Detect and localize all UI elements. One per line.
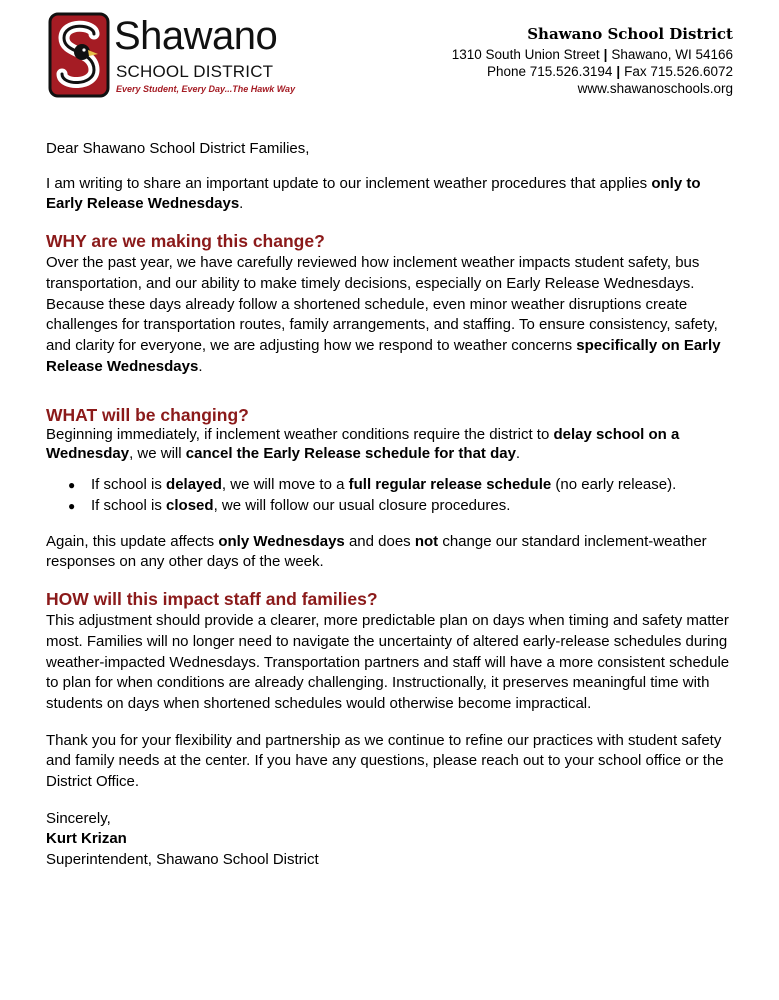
phone: Phone 715.526.3194 xyxy=(487,64,613,79)
hawk-s-logo-icon xyxy=(48,12,110,98)
address-line xyxy=(452,46,733,63)
how-heading: HOW will this impact staff and families? xyxy=(46,589,378,610)
closing: Sincerely, xyxy=(46,809,111,827)
what-heading: WHAT will be changing? xyxy=(46,405,249,426)
website[interactable]: www.shawanoschools.org xyxy=(577,81,733,96)
what-paragraph: Beginning immediately, if inclement weather conditions require the district to delay school on a Wednesday, we will cancel the Early Release schedule for that day. xyxy=(46,426,680,462)
how-paragraph: This adjustment should provide a clearer, more predictable plan on days when timing and safety matter most. Families will no longer need to navigate the uncertainty of altered early-release schedules during weather-impacted Wednesdays. Transportation partners and staff will have a more consistent schedule to plan for when conditions are already challenging. Instructionally, it preserves meaningful time with students on days when shortened schedules would otherwise become impractical. xyxy=(46,612,730,712)
separator: | xyxy=(603,47,608,62)
signer-title: Superintendent, Shawano School District xyxy=(46,851,319,869)
city: Shawano, WI 54166 xyxy=(611,47,733,62)
thanks-paragraph: Thank you for your flexibility and partnership as we continue to refine our practices with student safety and family needs at the center. If you have any questions, please reach out to your school office or the District Office. xyxy=(46,731,724,791)
why-paragraph: Over the past year, we have carefully reviewed how inclement weather impacts student safety, bus transportation, and our ability to make timely decisions, especially on Early Release Wednesdays. Because these days already follow a shortened schedule, even minor weather disruptions create challenges for transportation routes, family arrangements, and staffing. To ensure consistency, safety, and clarity for everyone, we are adjusting how we respond to weather concerns specifically on Early Release Wednesdays. xyxy=(46,254,721,375)
fax: Fax 715.526.6072 xyxy=(624,64,733,79)
district-contact-block xyxy=(452,26,733,97)
phone-fax-line xyxy=(452,63,733,80)
signer-name: Kurt Krizan xyxy=(46,830,127,848)
street: 1310 South Union Street xyxy=(451,47,600,62)
list-item: ● If school is closed, we will follow our usual closure procedures. xyxy=(46,496,738,517)
again-paragraph: Again, this update affects only Wednesdays and does not change our standard inclement-weather responses on any other days of the week. xyxy=(46,532,707,571)
greeting: Dear Shawano School District Families, xyxy=(46,140,310,157)
letter-body xyxy=(46,139,738,871)
logo-name: Shawano xyxy=(114,14,278,58)
why-heading: WHY are we making this change? xyxy=(46,231,325,252)
district-name: Shawano School District xyxy=(527,25,733,43)
district-logo xyxy=(48,8,298,100)
separator: | xyxy=(616,64,621,79)
list-item: ● If school is delayed, we will move to a full regular release schedule (no early release). xyxy=(46,475,738,496)
logo-subtitle: SCHOOL DISTRICT xyxy=(116,62,274,81)
logo-tagline: Every Student, Every Day...The Hawk Way xyxy=(116,84,296,94)
intro-paragraph: I am writing to share an important update to our inclement weather procedures that applies only to Early Release Wednesdays. xyxy=(46,174,701,213)
changes-list xyxy=(46,475,738,516)
